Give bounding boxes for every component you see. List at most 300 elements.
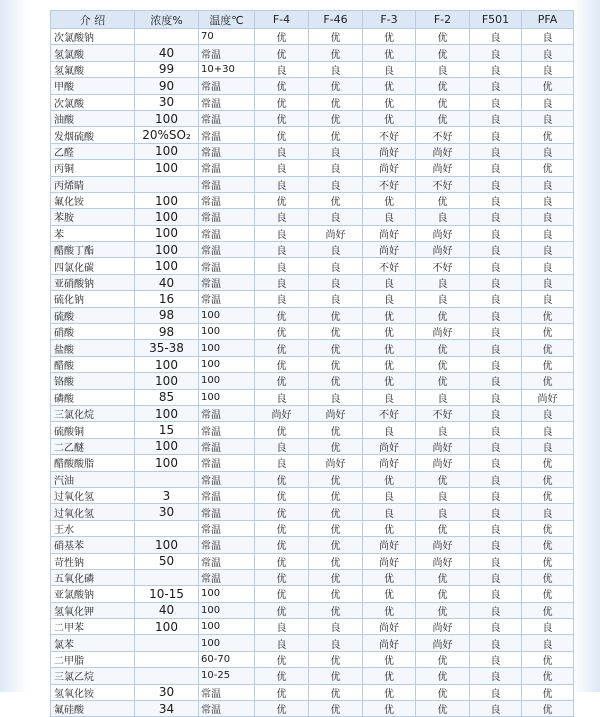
f501-rating-cell: 良 xyxy=(470,274,522,290)
f3-rating-cell: 尚好 xyxy=(363,635,416,651)
temperature-cell: 100 xyxy=(199,619,255,635)
temperature-cell: 常温 xyxy=(199,160,255,176)
pfa-rating-cell: 良 xyxy=(522,94,574,110)
table-row xyxy=(51,438,574,454)
temperature-cell: 常温 xyxy=(199,684,255,700)
concentration-cell: 34 xyxy=(135,701,199,717)
pfa-rating-cell: 良 xyxy=(522,110,574,126)
f501-rating-cell: 良 xyxy=(470,668,522,684)
table-row xyxy=(51,356,574,372)
f2-rating-cell: 优 xyxy=(416,602,470,618)
table-row xyxy=(51,389,574,405)
temperature-cell: 100 xyxy=(199,307,255,323)
concentration-cell: 30 xyxy=(135,504,199,520)
f2-rating-cell: 尚好 xyxy=(416,242,470,258)
f4-rating-cell: 优 xyxy=(255,487,309,503)
f3-rating-cell: 优 xyxy=(363,586,416,602)
concentration-cell: 10-15 xyxy=(135,586,199,602)
f501-rating-cell: 良 xyxy=(470,61,522,77)
table-row xyxy=(51,635,574,651)
f2-rating-cell: 优 xyxy=(416,29,470,45)
pfa-rating-cell: 良 xyxy=(522,209,574,225)
temperature-cell: 常温 xyxy=(199,537,255,553)
f2-rating-cell: 优 xyxy=(416,192,470,208)
f4-rating-cell: 优 xyxy=(255,307,309,323)
f4-rating-cell: 优 xyxy=(255,602,309,618)
f3-rating-cell: 优 xyxy=(363,356,416,372)
chemical-name-cell: 过氧化氢 xyxy=(51,504,135,520)
f3-rating-cell: 尚好 xyxy=(363,537,416,553)
concentration-cell: 100 xyxy=(135,455,199,471)
chemical-name-cell: 二甲苯 xyxy=(51,619,135,635)
temperature-cell: 60-70 xyxy=(199,651,255,667)
f4-rating-cell: 良 xyxy=(255,455,309,471)
concentration-cell xyxy=(135,635,199,651)
f2-rating-cell: 尚好 xyxy=(416,438,470,454)
header-f46: F-46 xyxy=(309,11,363,29)
f2-rating-cell: 良 xyxy=(416,209,470,225)
f46-rating-cell: 优 xyxy=(309,471,363,487)
f501-rating-cell: 良 xyxy=(470,242,522,258)
f2-rating-cell: 良 xyxy=(416,274,470,290)
chemical-name-cell: 氢氧化钾 xyxy=(51,602,135,618)
f46-rating-cell: 优 xyxy=(309,340,363,356)
table-row xyxy=(51,586,574,602)
f46-rating-cell: 优 xyxy=(309,438,363,454)
pfa-rating-cell: 优 xyxy=(522,553,574,569)
f3-rating-cell: 良 xyxy=(363,504,416,520)
header-f501: F501 xyxy=(470,11,522,29)
chemical-name-cell: 醋酸 xyxy=(51,356,135,372)
f4-rating-cell: 优 xyxy=(255,684,309,700)
chemical-name-cell: 乙醛 xyxy=(51,143,135,159)
f3-rating-cell: 优 xyxy=(363,340,416,356)
f501-rating-cell: 良 xyxy=(470,651,522,667)
temperature-cell: 常温 xyxy=(199,258,255,274)
temperature-cell: 常温 xyxy=(199,45,255,61)
table-row xyxy=(51,405,574,421)
f46-rating-cell: 优 xyxy=(309,504,363,520)
pfa-rating-cell: 优 xyxy=(522,701,574,717)
temperature-cell: 100 xyxy=(199,586,255,602)
f2-rating-cell: 不好 xyxy=(416,176,470,192)
f4-rating-cell: 良 xyxy=(255,291,309,307)
concentration-cell: 100 xyxy=(135,619,199,635)
temperature-cell: 100 xyxy=(199,373,255,389)
concentration-cell: 20%SO₂ xyxy=(135,127,199,143)
pfa-rating-cell: 优 xyxy=(522,78,574,94)
f4-rating-cell: 优 xyxy=(255,553,309,569)
temperature-cell: 常温 xyxy=(199,143,255,159)
concentration-cell: 100 xyxy=(135,258,199,274)
chemical-name-cell: 四氯化碳 xyxy=(51,258,135,274)
f501-rating-cell: 良 xyxy=(470,192,522,208)
f2-rating-cell: 优 xyxy=(416,586,470,602)
f501-rating-cell: 良 xyxy=(470,602,522,618)
pfa-rating-cell: 良 xyxy=(522,619,574,635)
concentration-cell xyxy=(135,471,199,487)
f4-rating-cell: 良 xyxy=(255,242,309,258)
concentration-cell xyxy=(135,176,199,192)
f46-rating-cell: 优 xyxy=(309,701,363,717)
pfa-rating-cell: 优 xyxy=(522,602,574,618)
concentration-cell: 40 xyxy=(135,45,199,61)
chemical-name-cell: 五氧化磷 xyxy=(51,569,135,585)
f2-rating-cell: 尚好 xyxy=(416,635,470,651)
table-row xyxy=(51,209,574,225)
f46-rating-cell: 优 xyxy=(309,324,363,340)
f2-rating-cell: 良 xyxy=(416,389,470,405)
header-f4: F-4 xyxy=(255,11,309,29)
f3-rating-cell: 良 xyxy=(363,422,416,438)
f501-rating-cell: 良 xyxy=(470,520,522,536)
chemical-name-cell: 氢氟酸 xyxy=(51,61,135,77)
f501-rating-cell: 良 xyxy=(470,324,522,340)
pfa-rating-cell: 优 xyxy=(522,668,574,684)
temperature-cell: 100 xyxy=(199,356,255,372)
header-row xyxy=(51,11,574,29)
f3-rating-cell: 优 xyxy=(363,520,416,536)
temperature-cell: 10-25 xyxy=(199,668,255,684)
table-row xyxy=(51,619,574,635)
chemical-name-cell: 硝酸 xyxy=(51,324,135,340)
header-f3: F-3 xyxy=(363,11,416,29)
table-row xyxy=(51,520,574,536)
chemical-name-cell: 硝基苯 xyxy=(51,537,135,553)
f4-rating-cell: 尚好 xyxy=(255,405,309,421)
concentration-cell: 100 xyxy=(135,537,199,553)
f46-rating-cell: 优 xyxy=(309,307,363,323)
temperature-cell: 100 xyxy=(199,324,255,340)
chemical-name-cell: 氟硅酸 xyxy=(51,701,135,717)
concentration-cell: 100 xyxy=(135,356,199,372)
table-row xyxy=(51,258,574,274)
f4-rating-cell: 优 xyxy=(255,324,309,340)
temperature-cell: 常温 xyxy=(199,701,255,717)
f2-rating-cell: 尚好 xyxy=(416,537,470,553)
f46-rating-cell: 优 xyxy=(309,192,363,208)
f3-rating-cell: 尚好 xyxy=(363,225,416,241)
f3-rating-cell: 良 xyxy=(363,389,416,405)
f501-rating-cell: 良 xyxy=(470,291,522,307)
f2-rating-cell: 尚好 xyxy=(416,143,470,159)
f4-rating-cell: 优 xyxy=(255,127,309,143)
pfa-rating-cell: 良 xyxy=(522,258,574,274)
concentration-cell: 100 xyxy=(135,242,199,258)
temperature-cell: 100 xyxy=(199,389,255,405)
f501-rating-cell: 良 xyxy=(470,176,522,192)
f3-rating-cell: 优 xyxy=(363,110,416,126)
f3-rating-cell: 优 xyxy=(363,94,416,110)
f4-rating-cell: 优 xyxy=(255,471,309,487)
f2-rating-cell: 优 xyxy=(416,651,470,667)
f3-rating-cell: 优 xyxy=(363,307,416,323)
f3-rating-cell: 优 xyxy=(363,373,416,389)
f2-rating-cell: 优 xyxy=(416,471,470,487)
chemical-name-cell: 硫酸 xyxy=(51,307,135,323)
f2-rating-cell: 尚好 xyxy=(416,455,470,471)
chemical-name-cell: 三氯化烷 xyxy=(51,405,135,421)
header-pfa: PFA xyxy=(522,11,574,29)
concentration-cell: 40 xyxy=(135,274,199,290)
pfa-rating-cell: 优 xyxy=(522,684,574,700)
f2-rating-cell: 优 xyxy=(416,684,470,700)
f2-rating-cell: 良 xyxy=(416,504,470,520)
f46-rating-cell: 优 xyxy=(309,94,363,110)
f4-rating-cell: 优 xyxy=(255,29,309,45)
f501-rating-cell: 良 xyxy=(470,586,522,602)
chemical-name-cell: 亚硝酸钠 xyxy=(51,274,135,290)
f46-rating-cell: 良 xyxy=(309,291,363,307)
chemical-name-cell: 丙铜 xyxy=(51,160,135,176)
f501-rating-cell: 良 xyxy=(470,455,522,471)
f46-rating-cell: 良 xyxy=(309,242,363,258)
f501-rating-cell: 良 xyxy=(470,225,522,241)
concentration-cell: 100 xyxy=(135,110,199,126)
pfa-rating-cell: 优 xyxy=(522,455,574,471)
pfa-rating-cell: 良 xyxy=(522,405,574,421)
table-row xyxy=(51,602,574,618)
f2-rating-cell: 良 xyxy=(416,487,470,503)
pfa-rating-cell: 优 xyxy=(522,307,574,323)
f46-rating-cell: 良 xyxy=(309,61,363,77)
concentration-cell: 90 xyxy=(135,78,199,94)
f46-rating-cell: 优 xyxy=(309,586,363,602)
f501-rating-cell: 良 xyxy=(470,389,522,405)
f501-rating-cell: 良 xyxy=(470,78,522,94)
f4-rating-cell: 良 xyxy=(255,258,309,274)
f501-rating-cell: 良 xyxy=(470,160,522,176)
f501-rating-cell: 良 xyxy=(470,471,522,487)
chemical-name-cell: 铬酸 xyxy=(51,373,135,389)
pfa-rating-cell: 良 xyxy=(522,504,574,520)
f46-rating-cell: 优 xyxy=(309,569,363,585)
f3-rating-cell: 优 xyxy=(363,324,416,340)
f46-rating-cell: 良 xyxy=(309,143,363,159)
concentration-cell: 100 xyxy=(135,192,199,208)
f3-rating-cell: 尚好 xyxy=(363,143,416,159)
f2-rating-cell: 尚好 xyxy=(416,225,470,241)
f2-rating-cell: 不好 xyxy=(416,258,470,274)
f2-rating-cell: 尚好 xyxy=(416,160,470,176)
f2-rating-cell: 良 xyxy=(416,291,470,307)
f3-rating-cell: 优 xyxy=(363,29,416,45)
chemical-name-cell: 二乙醚 xyxy=(51,438,135,454)
pfa-rating-cell: 优 xyxy=(522,324,574,340)
f501-rating-cell: 良 xyxy=(470,537,522,553)
f46-rating-cell: 优 xyxy=(309,422,363,438)
temperature-cell: 100 xyxy=(199,635,255,651)
f2-rating-cell: 不好 xyxy=(416,405,470,421)
f501-rating-cell: 良 xyxy=(470,94,522,110)
concentration-cell xyxy=(135,569,199,585)
table-row xyxy=(51,307,574,323)
f3-rating-cell: 尚好 xyxy=(363,455,416,471)
temperature-cell: 常温 xyxy=(199,471,255,487)
temperature-cell: 常温 xyxy=(199,78,255,94)
temperature-cell: 常温 xyxy=(199,127,255,143)
concentration-cell: 85 xyxy=(135,389,199,405)
f3-rating-cell: 良 xyxy=(363,209,416,225)
temperature-cell: 常温 xyxy=(199,487,255,503)
chemical-name-cell: 汽油 xyxy=(51,471,135,487)
concentration-cell: 99 xyxy=(135,61,199,77)
f501-rating-cell: 良 xyxy=(470,701,522,717)
f46-rating-cell: 尚好 xyxy=(309,225,363,241)
f2-rating-cell: 优 xyxy=(416,373,470,389)
f4-rating-cell: 良 xyxy=(255,143,309,159)
temperature-cell: 常温 xyxy=(199,274,255,290)
f3-rating-cell: 尚好 xyxy=(363,160,416,176)
f2-rating-cell: 优 xyxy=(416,340,470,356)
temperature-cell: 常温 xyxy=(199,110,255,126)
f2-rating-cell: 优 xyxy=(416,110,470,126)
table-row xyxy=(51,29,574,45)
f4-rating-cell: 良 xyxy=(255,274,309,290)
pfa-rating-cell: 优 xyxy=(522,569,574,585)
f3-rating-cell: 良 xyxy=(363,291,416,307)
f4-rating-cell: 优 xyxy=(255,356,309,372)
f4-rating-cell: 优 xyxy=(255,569,309,585)
f46-rating-cell: 良 xyxy=(309,389,363,405)
chemical-name-cell: 氟化铵 xyxy=(51,192,135,208)
f4-rating-cell: 优 xyxy=(255,586,309,602)
pfa-rating-cell: 优 xyxy=(522,127,574,143)
chemical-name-cell: 氢氯酸 xyxy=(51,45,135,61)
chemical-name-cell: 过氧化氢 xyxy=(51,487,135,503)
chemical-name-cell: 三氯乙烷 xyxy=(51,668,135,684)
f46-rating-cell: 优 xyxy=(309,356,363,372)
f4-rating-cell: 优 xyxy=(255,668,309,684)
f3-rating-cell: 良 xyxy=(363,61,416,77)
chemical-name-cell: 醋酸丁酯 xyxy=(51,242,135,258)
f501-rating-cell: 良 xyxy=(470,110,522,126)
temperature-cell: 70 xyxy=(199,29,255,45)
f3-rating-cell: 优 xyxy=(363,602,416,618)
f4-rating-cell: 良 xyxy=(255,619,309,635)
temperature-cell: 100 xyxy=(199,602,255,618)
f46-rating-cell: 优 xyxy=(309,553,363,569)
table-row xyxy=(51,160,574,176)
f4-rating-cell: 良 xyxy=(255,61,309,77)
f4-rating-cell: 优 xyxy=(255,651,309,667)
f46-rating-cell: 良 xyxy=(309,176,363,192)
f3-rating-cell: 不好 xyxy=(363,127,416,143)
f501-rating-cell: 良 xyxy=(470,438,522,454)
f4-rating-cell: 优 xyxy=(255,45,309,61)
pfa-rating-cell: 良 xyxy=(522,29,574,45)
f4-rating-cell: 优 xyxy=(255,373,309,389)
f4-rating-cell: 优 xyxy=(255,340,309,356)
f3-rating-cell: 尚好 xyxy=(363,553,416,569)
f3-rating-cell: 尚好 xyxy=(363,438,416,454)
f2-rating-cell: 优 xyxy=(416,356,470,372)
concentration-cell: 35-38 xyxy=(135,340,199,356)
pfa-rating-cell: 良 xyxy=(522,61,574,77)
header-introduction: 介 绍 xyxy=(51,11,135,29)
chemical-name-cell: 油酸 xyxy=(51,110,135,126)
f46-rating-cell: 良 xyxy=(309,635,363,651)
f501-rating-cell: 良 xyxy=(470,422,522,438)
f501-rating-cell: 良 xyxy=(470,635,522,651)
temperature-cell: 常温 xyxy=(199,176,255,192)
pfa-rating-cell: 优 xyxy=(522,586,574,602)
f46-rating-cell: 优 xyxy=(309,45,363,61)
table-row xyxy=(51,94,574,110)
table-body xyxy=(51,29,574,717)
f3-rating-cell: 尚好 xyxy=(363,619,416,635)
f46-rating-cell: 优 xyxy=(309,537,363,553)
chemical-name-cell: 苛性钠 xyxy=(51,553,135,569)
f3-rating-cell: 良 xyxy=(363,274,416,290)
temperature-cell: 常温 xyxy=(199,405,255,421)
concentration-cell: 98 xyxy=(135,324,199,340)
pfa-rating-cell: 良 xyxy=(522,242,574,258)
f501-rating-cell: 良 xyxy=(470,619,522,635)
f46-rating-cell: 优 xyxy=(309,520,363,536)
f4-rating-cell: 良 xyxy=(255,635,309,651)
f46-rating-cell: 良 xyxy=(309,209,363,225)
temperature-cell: 常温 xyxy=(199,209,255,225)
f46-rating-cell: 优 xyxy=(309,78,363,94)
concentration-cell: 100 xyxy=(135,160,199,176)
f4-rating-cell: 良 xyxy=(255,225,309,241)
f4-rating-cell: 良 xyxy=(255,438,309,454)
f46-rating-cell: 良 xyxy=(309,160,363,176)
f4-rating-cell: 优 xyxy=(255,94,309,110)
f2-rating-cell: 优 xyxy=(416,94,470,110)
concentration-cell: 15 xyxy=(135,422,199,438)
table-row xyxy=(51,487,574,503)
pfa-rating-cell: 良 xyxy=(522,192,574,208)
f46-rating-cell: 优 xyxy=(309,651,363,667)
header-concentration: 浓度% xyxy=(135,11,199,29)
f2-rating-cell: 优 xyxy=(416,701,470,717)
concentration-cell: 3 xyxy=(135,487,199,503)
table-row xyxy=(51,373,574,389)
f501-rating-cell: 良 xyxy=(470,29,522,45)
f3-rating-cell: 优 xyxy=(363,668,416,684)
table-row xyxy=(51,242,574,258)
f501-rating-cell: 良 xyxy=(470,553,522,569)
pfa-rating-cell: 良 xyxy=(522,422,574,438)
f501-rating-cell: 良 xyxy=(470,487,522,503)
f46-rating-cell: 优 xyxy=(309,110,363,126)
table-row xyxy=(51,537,574,553)
pfa-rating-cell: 优 xyxy=(522,373,574,389)
pfa-rating-cell: 优 xyxy=(522,471,574,487)
pfa-rating-cell: 优 xyxy=(522,160,574,176)
pfa-rating-cell: 优 xyxy=(522,356,574,372)
f3-rating-cell: 优 xyxy=(363,471,416,487)
table-row xyxy=(51,127,574,143)
concentration-cell: 40 xyxy=(135,602,199,618)
f4-rating-cell: 优 xyxy=(255,192,309,208)
concentration-cell: 16 xyxy=(135,291,199,307)
chemical-name-cell: 盐酸 xyxy=(51,340,135,356)
f501-rating-cell: 良 xyxy=(470,373,522,389)
pfa-rating-cell: 良 xyxy=(522,143,574,159)
concentration-cell: 100 xyxy=(135,209,199,225)
f501-rating-cell: 良 xyxy=(470,307,522,323)
f501-rating-cell: 良 xyxy=(470,684,522,700)
pfa-rating-cell: 良 xyxy=(522,438,574,454)
table-row xyxy=(51,61,574,77)
table-row xyxy=(51,668,574,684)
chemical-name-cell: 磷酸 xyxy=(51,389,135,405)
f4-rating-cell: 良 xyxy=(255,389,309,405)
f3-rating-cell: 不好 xyxy=(363,176,416,192)
